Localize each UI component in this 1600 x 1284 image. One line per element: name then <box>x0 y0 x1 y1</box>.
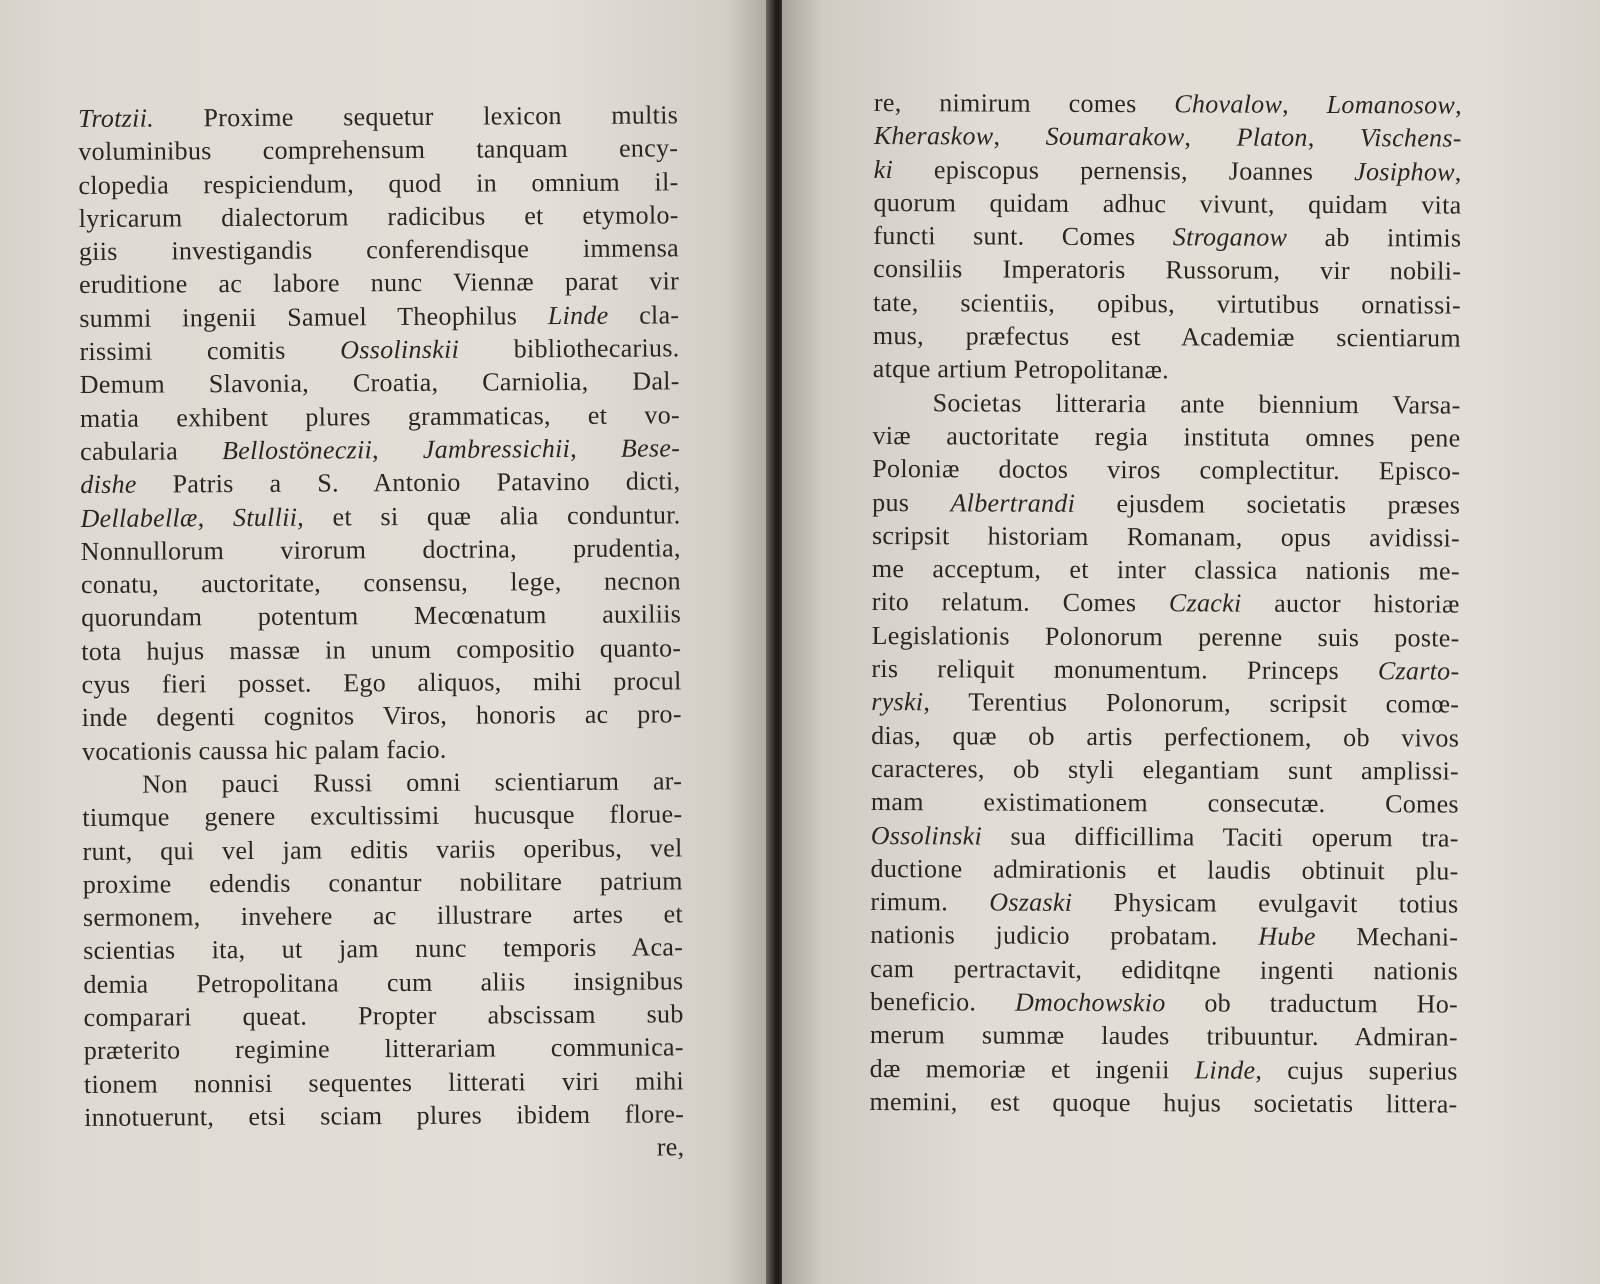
text-run: comparari queat. Propter abscissam sub <box>83 999 684 1032</box>
text-line <box>870 952 1458 988</box>
text-run: clopedia respiciendum, quod in omnium il- <box>78 166 679 200</box>
text-run: me acceptum, et inter classica nationis me- <box>871 554 1460 586</box>
text-line <box>78 98 678 135</box>
italic-name: Kheraskow <box>873 121 994 151</box>
text-run: , <box>1307 123 1360 153</box>
text-run: quorum quidam adhuc vivunt, quidam vita <box>873 187 1462 220</box>
text-run: sua difficillima Taciti operum tra- <box>982 821 1459 853</box>
text-run: merum summæ laudes tribuuntur. Admiran- <box>869 1020 1458 1052</box>
text-run: rimum. <box>870 887 990 917</box>
text-line <box>83 997 683 1034</box>
text-run: Proxime sequetur lexicon multis <box>153 100 679 133</box>
text-run: cabularia <box>80 436 223 466</box>
text-run: bibliothecarius. <box>459 333 680 364</box>
right-page <box>782 0 1600 1284</box>
text-run: , <box>993 121 1046 152</box>
text-run: dias, quæ ob artis perfectionem, ob vivos <box>871 720 1460 753</box>
text-run: scripsit historiam Romanam, opus avidissi- <box>871 520 1461 553</box>
text-run: cla- <box>608 300 680 330</box>
italic-name: Josiphow <box>1354 156 1455 187</box>
text-line <box>872 585 1460 621</box>
italic-name: Dmochowskio <box>1014 987 1166 1018</box>
text-run: dæ memoriæ et ingenii <box>869 1053 1195 1085</box>
text-run: functi sunt. Comes <box>873 221 1173 252</box>
italic-name: Czacki <box>1168 588 1242 619</box>
text-run: , <box>1455 90 1462 120</box>
text-line <box>82 731 682 768</box>
text-run: Patris a S. Antonio Patavino dicti, <box>136 466 681 499</box>
text-line <box>872 486 1460 522</box>
text-line <box>873 286 1461 322</box>
text-run: quorundam potentum Mecœnatum auxiliis <box>81 599 682 633</box>
left-page <box>0 0 772 1284</box>
text-run: re, nimirum comes <box>873 87 1175 119</box>
text-line <box>84 1097 684 1134</box>
italic-name: Lomanosow <box>1326 89 1456 120</box>
italic-name: ki <box>873 154 894 184</box>
text-run: Physicam evulgavit totius <box>1072 887 1459 919</box>
italic-name: Linde <box>547 300 609 330</box>
text-line <box>872 419 1460 455</box>
text-line <box>873 219 1461 255</box>
catchword: re, <box>656 1132 685 1162</box>
text-line <box>81 664 681 701</box>
text-line <box>871 819 1459 855</box>
text-line <box>79 331 679 368</box>
text-line <box>84 1064 684 1101</box>
text-run: vocationis caussa hic palam facio. <box>81 734 447 766</box>
italic-name: Stroganow <box>1172 222 1288 252</box>
text-run: ab intimis <box>1287 222 1462 253</box>
text-run: summi ingenii Samuel Theophilus <box>79 300 548 333</box>
text-run: lyricarum dialectorum radicibus et etymolo- <box>78 200 679 233</box>
text-run: auctor historiæ <box>1241 589 1460 620</box>
text-run: sermonem, invehere ac illustrare artes et <box>82 899 684 933</box>
italic-name: Czarto- <box>1377 656 1460 686</box>
text-line <box>871 752 1459 788</box>
text-run: scientias ita, ut jam nunc temporis Aca- <box>83 932 684 966</box>
text-line <box>78 165 678 202</box>
text-run: innotuerunt, etsi sciam plures ibidem flore- <box>84 1099 685 1132</box>
text-run: , Terentius Polonorum, scripsit comœ- <box>923 687 1460 719</box>
text-line <box>82 698 682 735</box>
italic-name: Linde <box>1194 1055 1256 1085</box>
text-run: Nonnullorum virorum doctrina, prudentia, <box>80 533 681 566</box>
text-line <box>84 1031 684 1068</box>
italic-name: Jambressichii <box>422 433 571 464</box>
italic-name: Oszaski <box>989 887 1073 917</box>
text-run: nationis judicio probatam. <box>870 920 1259 952</box>
text-line <box>80 398 680 435</box>
text-line <box>873 386 1461 422</box>
text-run: mus, præfectus est Academiæ scientiarum <box>872 321 1461 353</box>
text-run: , <box>1184 122 1237 152</box>
text-line <box>874 119 1462 155</box>
text-run: caracteres, ob styli elegantiam sunt amplissi- <box>870 753 1460 786</box>
text-line <box>872 552 1460 588</box>
italic-name: Albertrandi <box>950 487 1076 518</box>
text-run: rito relatum. Comes <box>871 587 1170 618</box>
text-run: episcopus pernensis, Joannes <box>892 154 1355 186</box>
text-run: viæ auctoritate regia instituta omnes pene <box>872 420 1461 453</box>
text-run: tionem nonnisi sequentes litterati viri mihi <box>83 1065 685 1099</box>
text-line <box>81 564 681 601</box>
text-line <box>872 452 1460 488</box>
text-line <box>871 685 1459 721</box>
text-line <box>870 918 1458 954</box>
text-run: Demum Slavonia, Croatia, Carniolia, Dal- <box>79 366 680 400</box>
text-run: ris reliquit monumentum. Princeps <box>871 654 1378 686</box>
text-line <box>83 931 683 968</box>
text-line <box>873 352 1461 388</box>
text-line <box>79 298 679 335</box>
text-run: proxime edendis conantur nobilitare patrium <box>82 866 683 899</box>
text-run: Societas litteraria ante biennium Varsa- <box>932 387 1461 420</box>
text-line <box>874 86 1462 122</box>
italic-name: Hube <box>1258 922 1316 952</box>
text-run: cam pertractavit, ediditqne ingenti nationis <box>870 953 1459 986</box>
text-line <box>82 764 682 801</box>
text-run: Mechani- <box>1315 922 1459 952</box>
text-line <box>870 1052 1458 1088</box>
italic-name: dishe <box>80 469 137 500</box>
text-line <box>79 265 679 302</box>
text-line <box>80 365 680 402</box>
text-line <box>871 652 1459 688</box>
text-line <box>81 531 681 568</box>
text-line <box>81 598 681 635</box>
text-line <box>873 319 1461 355</box>
text-line <box>872 519 1460 555</box>
text-run: mam existimationem consecutæ. Comes <box>870 787 1459 819</box>
text-run: ejusdem societatis præses <box>1075 488 1461 520</box>
text-line <box>870 885 1458 921</box>
text-run: tiumque genere excultissimi hucusque florue- <box>82 799 683 833</box>
text-line <box>869 1085 1457 1121</box>
text-run: ob traductum Ho- <box>1165 988 1459 1019</box>
text-run: , <box>1454 157 1462 187</box>
text-run: conatu, auctoritate, consensu, lege, necnon <box>80 566 682 600</box>
text-line <box>79 198 679 235</box>
italic-name: Dellabellæ <box>80 502 198 533</box>
italic-name: Stullii <box>232 502 298 532</box>
italic-name: Vischens- <box>1359 123 1462 153</box>
text-run: runt, qui vel jam editis variis operibus, vel <box>82 832 683 866</box>
text-run: , <box>371 434 423 465</box>
text-line <box>870 985 1458 1021</box>
text-line <box>80 431 680 468</box>
text-run: beneficio. <box>869 987 1016 1017</box>
text-run: matia exhibent plures grammaticas, et vo- <box>79 400 681 433</box>
text-run: atque artium Petropolitanæ. <box>872 354 1170 385</box>
text-run: demia Petropolitana cum aliis insignibus <box>83 966 684 999</box>
text-run: Non pauci Russi omni scientiarum ar- <box>142 766 683 799</box>
text-line <box>872 619 1460 655</box>
text-line <box>83 897 683 934</box>
italic-name: Chovalow <box>1174 89 1283 119</box>
text-run: , et si quæ alia conduntur. <box>297 499 681 532</box>
right-page-text <box>869 86 1461 1121</box>
text-line <box>874 153 1462 189</box>
text-run: giis investigandis conferendisque immensa <box>78 233 679 267</box>
text-line <box>78 132 678 169</box>
italic-name: Ossolinskii <box>340 334 460 365</box>
text-run: inde degenti cognitos Viros, honoris ac pro- <box>81 699 682 733</box>
text-run: , <box>197 502 234 532</box>
text-line <box>873 252 1461 288</box>
text-line <box>82 798 682 835</box>
italic-name: Bese- <box>620 433 681 463</box>
text-run: tota hujus massæ in unum compositio quanto- <box>81 633 682 666</box>
text-line <box>870 1018 1458 1054</box>
italic-name: Bellostöneczii <box>221 435 373 466</box>
text-line <box>871 719 1459 755</box>
text-line <box>80 498 680 535</box>
text-line <box>79 232 679 269</box>
left-page-text <box>78 98 684 1167</box>
text-run: præterito regimine litterariam communica- <box>83 1032 684 1066</box>
text-line <box>83 864 683 901</box>
text-line <box>871 852 1459 888</box>
text-run: rissimi comitis <box>79 335 341 367</box>
text-run: voluminibus comprehensum tanquam ency- <box>78 133 679 167</box>
text-line <box>83 964 683 1001</box>
text-run: memini, est quoque hujus societatis littera- <box>869 1086 1458 1119</box>
text-run: Legislationis Polonorum perenne suis poste- <box>871 620 1460 653</box>
text-line <box>81 631 681 668</box>
italic-name: Trotzii. <box>78 103 155 133</box>
italic-name: Soumarakow <box>1045 122 1185 152</box>
text-line <box>82 831 682 868</box>
text-run: , <box>1282 89 1327 119</box>
text-line <box>871 785 1459 821</box>
text-run: eruditione ac labore nunc Viennæ parat vir <box>79 266 680 300</box>
italic-name: Platon <box>1236 122 1308 153</box>
text-run: , cujus superius <box>1255 1055 1458 1086</box>
italic-name: ryski <box>871 687 924 717</box>
text-line <box>873 186 1461 222</box>
text-run: ductione admirationis et laudis obtinuit plu- <box>870 853 1459 886</box>
text-run: tate, scientiis, opibus, virtutibus ornatissi- <box>872 287 1462 320</box>
text-run: cyus fieri posset. Ego aliquos, mihi procul <box>81 666 682 700</box>
text-run: Poloniæ doctos viros complectitur. Episco- <box>872 454 1461 486</box>
text-run: pus <box>872 487 951 517</box>
text-line <box>80 465 680 502</box>
text-run: , <box>570 433 621 463</box>
italic-name: Ossolinski <box>870 820 983 851</box>
text-run: consiliis Imperatoris Russorum, vir nobili- <box>873 254 1462 287</box>
